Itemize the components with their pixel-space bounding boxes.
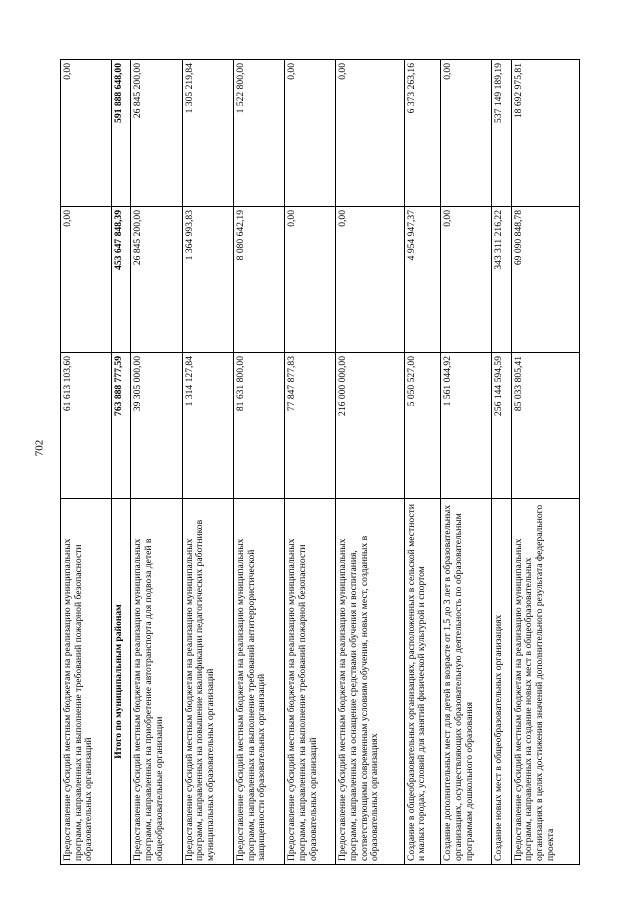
value-2022-cell: 61 613 103,60	[61, 353, 112, 499]
table-row	[441, 60, 492, 865]
value-2023-cell: 0,00	[336, 207, 404, 353]
table-row	[492, 60, 511, 865]
value-2022-cell: 256 144 594,59	[492, 353, 511, 499]
value-2024-cell: 18 692 975,81	[511, 60, 579, 207]
row-name-cell: Итого по муниципальным районам	[112, 499, 131, 865]
value-2024-cell: 26 845 200,00	[131, 60, 182, 207]
value-2022-cell: 39 305 000,00	[131, 353, 182, 499]
value-2022-cell: 763 888 777,59	[112, 353, 131, 499]
value-2023-cell: 26 845 200,00	[131, 207, 182, 353]
table-row	[182, 60, 233, 865]
value-2022-cell: 81 631 800,00	[233, 353, 284, 499]
value-2024-cell: 591 888 648,00	[112, 60, 131, 207]
value-2024-cell: 537 149 189,19	[492, 60, 511, 207]
table-row	[233, 60, 284, 865]
table-row	[336, 60, 404, 865]
table-row	[131, 60, 182, 865]
value-2024-cell: 1 522 800,00	[233, 60, 284, 207]
value-2023-cell: 0,00	[285, 207, 336, 353]
value-2024-cell: 1 305 219,84	[182, 60, 233, 207]
table-row	[404, 60, 441, 865]
value-2024-cell: 0,00	[61, 60, 112, 207]
value-2022-cell: 77 847 877,83	[285, 353, 336, 499]
value-2023-cell: 1 364 993,83	[182, 207, 233, 353]
row-name-cell: Предоставление субсидий местным бюджетам на реализацию муниципальных программ, направленных на повышение квалификации педагогических работников муниципальных образовательных организаций	[182, 499, 233, 865]
budget-table-rotated	[60, 60, 580, 865]
value-2022-cell: 5 050 527,00	[404, 353, 441, 499]
row-name-cell: Создание новых мест в общеобразовательных организациях	[492, 499, 511, 865]
value-2024-cell: 0,00	[285, 60, 336, 207]
value-2023-cell: 453 647 848,39	[112, 207, 131, 353]
row-name-cell: Предоставление субсидий местным бюджетам на реализацию муниципальных программ, направленных на создание новых мест в общеобразовательных организациях в целях достижения значений дополнительного результата федерального проекта	[511, 499, 579, 865]
value-2022-cell: 1 561 044,92	[441, 353, 492, 499]
page-number: 702	[33, 439, 46, 457]
row-name-cell: Предоставление субсидий местным бюджетам на реализацию муниципальных программ, направленных на выполнение требований пожарной безопасности образовательных организаций	[285, 499, 336, 865]
row-name-cell: Предоставление субсидий местным бюджетам на реализацию муниципальных программ, направленных на приобретение автотранспорта для подвоза детей в общеобразовательные организации	[131, 499, 182, 865]
value-2024-cell: 0,00	[441, 60, 492, 207]
value-2023-cell: 0,00	[61, 207, 112, 353]
row-name-cell: Предоставление субсидий местным бюджетам на реализацию муниципальных программ, направленных на выполнение требований пожарной безопасности образовательных организаций	[61, 499, 112, 865]
value-2024-cell: 6 373 263,16	[404, 60, 441, 207]
table-row	[61, 60, 112, 865]
table-row	[511, 60, 579, 865]
table-row	[285, 60, 336, 865]
value-2024-cell: 0,00	[336, 60, 404, 207]
row-name-cell: Создание в общеобразовательных организациях, расположенных в сельской местности и малых городах, условий для занятий физической культурой и спортом	[404, 499, 441, 865]
value-2023-cell: 4 954 947,37	[404, 207, 441, 353]
budget-table	[60, 59, 580, 865]
value-2022-cell: 85 033 805,41	[511, 353, 579, 499]
row-name-cell: Создание дополнительных мест для детей в возрасте от 1,5 до 3 лет в образовательных организациях, осуществляющих образовательную деятельность по образовательным программам дошкольного образования	[441, 499, 492, 865]
row-name-cell: Предоставление субсидий местным бюджетам на реализацию муниципальных программ, направленных на выполнение требований антитеррористической защищенности образовательных организаций	[233, 499, 284, 865]
value-2022-cell: 216 000 000,00	[336, 353, 404, 499]
value-2022-cell: 1 314 127,84	[182, 353, 233, 499]
value-2023-cell: 69 090 848,78	[511, 207, 579, 353]
value-2023-cell: 343 311 216,22	[492, 207, 511, 353]
value-2023-cell: 8 080 642,19	[233, 207, 284, 353]
budget-table-container	[60, 60, 580, 865]
row-name-cell: Предоставление субсидий местным бюджетам на реализацию муниципальных программ, направленных на оснащение средствами обучения и воспитания, соответствующими современным условиям обучения, новых мест, созданных в образовательных организациях	[336, 499, 404, 865]
value-2023-cell: 0,00	[441, 207, 492, 353]
table-total-row	[112, 60, 131, 865]
